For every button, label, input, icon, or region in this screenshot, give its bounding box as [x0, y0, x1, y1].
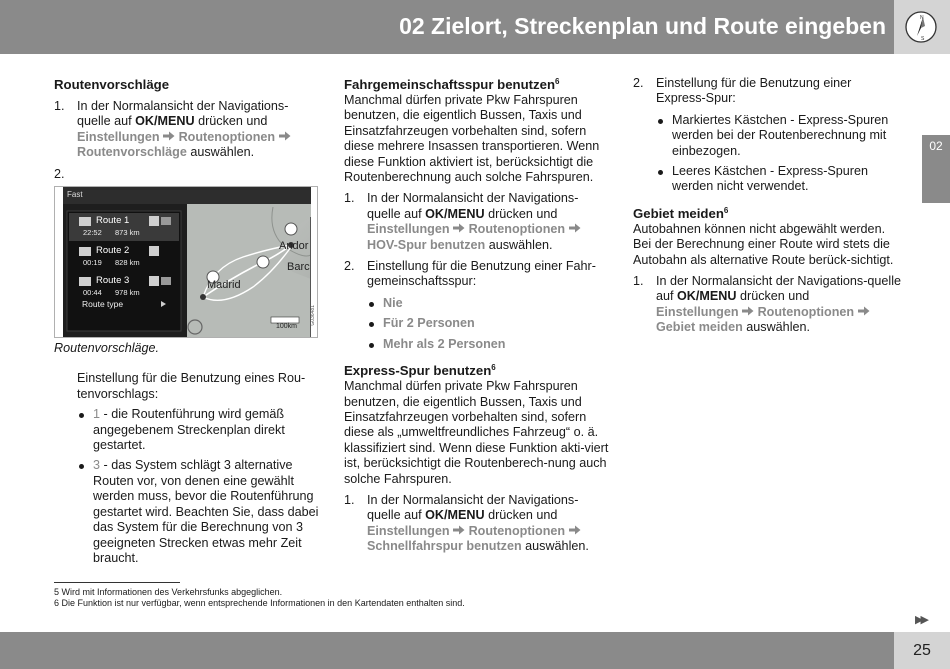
option-item: [656, 164, 901, 195]
option-list: [54, 407, 320, 566]
ok-menu-label: OK/MENU: [425, 206, 485, 221]
step-number: 1.: [633, 274, 644, 289]
footnote-number: 6: [54, 598, 60, 608]
compass-icon: [904, 10, 938, 44]
figure-caption: Routenvorschläge.: [54, 341, 160, 356]
step-text-end: drücken und: [484, 206, 558, 221]
navigation-screen: [63, 187, 311, 337]
heading-text: Fahrgemeinschaftsspur benutzen: [344, 77, 556, 92]
map-city-label: Andor: [279, 240, 309, 253]
step-text-end: drücken und: [194, 114, 268, 129]
step-text-end: drücken und: [484, 508, 558, 523]
step-text: In der Normalansicht der Navigations-quelle auf: [367, 191, 579, 221]
footnote-text: Die Funktion ist nur verfügbar, wenn entsprechende Informationen in den Kartendaten enthalten sind.: [59, 598, 465, 608]
arrow-right-icon: [569, 222, 581, 236]
route-2-time: 00:19: [83, 258, 102, 268]
step-text: Einstellung für die Benutzung einer Express-Spur:: [656, 76, 852, 106]
menu-path-route-suggestions: Routenvorschläge: [77, 145, 187, 160]
option-item: [367, 337, 610, 352]
menu-path-express-lane: Schnellfahrspur benutzen: [367, 539, 522, 554]
option-label: Für 2 Personen: [383, 316, 475, 331]
step-end-text: auswählen.: [485, 237, 553, 252]
screen-fast-label: Fast: [67, 190, 83, 200]
step-2: [344, 259, 610, 352]
map-city-label: Barc: [287, 261, 310, 274]
continue-arrows-icon: ▶▶: [915, 614, 926, 626]
column-3: [633, 76, 901, 336]
option-key: 3: [93, 458, 101, 473]
menu-path-settings: Einstellungen: [77, 129, 160, 144]
step-end-text: auswählen.: [521, 539, 589, 554]
page-footer: [0, 632, 950, 669]
menu-path-route-options: Routenoptionen: [757, 304, 855, 319]
menu-path-route-options: Routenoptionen: [178, 129, 276, 144]
route-1-time: 22:52: [83, 228, 102, 238]
option-label: Nie: [383, 295, 403, 310]
arrow-right-icon: [453, 524, 465, 538]
footnote-6: [54, 598, 465, 609]
step-number: 2.: [54, 166, 65, 181]
svg-text:S: S: [921, 36, 925, 42]
step-number: 1.: [344, 191, 355, 206]
heading-express-lane: [344, 362, 610, 379]
footnote-ref: 6: [723, 205, 729, 215]
menu-path-settings: Einstellungen: [656, 304, 739, 319]
menu-path-settings: Einstellungen: [367, 523, 450, 538]
figure-code: G036481: [310, 305, 316, 326]
option-item: [656, 113, 901, 159]
route-3-time: 00:44: [83, 288, 102, 298]
footnote-number: 5: [54, 587, 60, 597]
arrow-right-icon: [453, 222, 465, 236]
map-scale-label: 100km: [276, 323, 298, 331]
intro-text: Einstellung für die Benutzung eines Rou-tenvorschlags:: [77, 371, 306, 401]
option-item: [77, 407, 320, 453]
step-1: [633, 274, 901, 336]
compass-box: [894, 0, 950, 54]
navigation-screen-figure: [54, 186, 318, 338]
route-1-label: Route 1: [96, 215, 130, 227]
step-1: [54, 99, 320, 161]
arrow-right-icon: [858, 305, 870, 319]
menu-path-hov-lane: HOV-Spur benutzen: [367, 237, 486, 252]
option-item: [77, 458, 320, 566]
chapter-title: 02 Zielort, Streckenplan und Route eingeben: [399, 13, 886, 39]
route-3-distance: 978 km: [115, 288, 140, 298]
column-1: [54, 76, 320, 566]
ok-menu-label: OK/MENU: [425, 508, 485, 523]
menu-path-settings: Einstellungen: [367, 222, 450, 237]
footnote-ref: 6: [491, 363, 496, 373]
paragraph: Autobahnen können nicht abgewählt werden. Bei der Berechnung einer Route wird stets die Autobahn als alternative Route berück-sichtigt.: [633, 221, 894, 267]
menu-path-avoid-area: Gebiet meiden: [656, 320, 743, 335]
option-key: 1: [93, 407, 101, 422]
route-type-label: Route type: [82, 299, 124, 310]
map-city-label: Madrid: [207, 279, 241, 292]
heading-routenvorschlaege: Routenvorschläge: [54, 77, 170, 92]
side-tab-label: 02: [929, 139, 943, 153]
arrow-right-icon: [742, 305, 754, 319]
step-text: In der Normalansicht der Navigations-quelle auf: [367, 492, 579, 523]
option-text: Leeres Kästchen - Express-Spuren werden nicht verwendet.: [672, 164, 869, 194]
step-text: In der Normalansicht der Navigations-quelle auf: [77, 99, 289, 129]
step-1: [344, 191, 610, 253]
option-item: [367, 296, 610, 311]
step-2: [54, 167, 320, 182]
route-2-label: Route 2: [96, 245, 130, 257]
heading-carpool-lane: [344, 76, 610, 93]
ok-menu-label: OK/MENU: [677, 289, 737, 304]
chapter-side-tab: [922, 135, 950, 203]
step-number: 2.: [344, 259, 355, 274]
menu-path-route-options: Routenoptionen: [468, 222, 566, 237]
ok-menu-label: OK/MENU: [135, 114, 195, 129]
footnote-5: [54, 587, 282, 598]
option-text: Markiertes Kästchen - Express-Spuren werden bei der Routenberechnung mit einbezogen.: [672, 112, 889, 158]
option-text: - die Routenführung wird gemäß angegebenem Streckenplan direkt gestartet.: [93, 407, 285, 453]
step-1: [344, 493, 610, 555]
route-2-distance: 828 km: [115, 258, 140, 268]
footnote-text: Wird mit Informationen des Verkehrsfunks abgeglichen.: [59, 587, 283, 597]
heading-text: Express-Spur benutzen: [344, 363, 492, 379]
option-text: - das System schlägt 3 alternative Routen vor, von denen eine gewählt werden muss, bevor die Routenführung gestartet wird. Beachten Sie, dass dabei das System für die Berechnung von 3 geeigneten Strecken etwas mehr Zeit braucht.: [93, 458, 319, 565]
footnote-rule: [54, 582, 180, 583]
route-1-distance: 873 km: [115, 228, 140, 238]
heading-text: Gebiet meiden: [633, 205, 724, 221]
column-2: [344, 76, 610, 555]
arrow-right-icon: [279, 130, 291, 144]
step-number: 1.: [344, 492, 355, 507]
step-2: [633, 76, 901, 195]
step-text: In der Normalansicht der Navigations-quelle auf: [656, 274, 902, 304]
svg-text:N: N: [920, 15, 924, 21]
footnote-ref: 6: [555, 77, 560, 86]
page-header: [0, 0, 950, 54]
option-item: [367, 316, 610, 331]
step-number: 2.: [633, 76, 644, 90]
paragraph: Manchmal dürfen private Pkw Fahrspuren benutzen, die eigentlich Bussen, Taxis und Einsatzfahrzeugen vorbehalten sind, sofern diese als „umweltfreundliches Fahrzeug“ o. ä. klassifiziert sind. Wenn diese Funktion akti-viert ist, berücksichtigt die Routenberech-nung auch solche Fahrspuren.: [344, 379, 609, 486]
step-end-text: auswählen.: [742, 320, 810, 335]
option-label: Mehr als 2 Personen: [383, 336, 506, 351]
arrow-right-icon: [569, 524, 581, 538]
step-end-text: auswählen.: [186, 145, 255, 160]
paragraph: Manchmal dürfen private Pkw Fahrspuren benutzen, die eigentlich Bussen, Taxis und Einsatzfahrzeugen vorbehalten sind, sofern diese mehrere Insassen transportieren. Wenn diese Funktion aktiviert ist, berücksichtigt die Routenberechnung auch solche Fahrspuren.: [344, 93, 600, 185]
route-3-label: Route 3: [96, 275, 130, 287]
step-text-end: drücken und: [736, 289, 810, 304]
menu-path-route-options: Routenoptionen: [468, 523, 566, 538]
arrow-right-icon: [163, 130, 175, 144]
page-number: 25: [894, 632, 950, 669]
step-number: 1.: [54, 99, 65, 113]
heading-avoid-area: [633, 205, 901, 222]
step-text: Einstellung für die Benutzung einer Fahr-gemeinschaftsspur:: [367, 259, 596, 289]
